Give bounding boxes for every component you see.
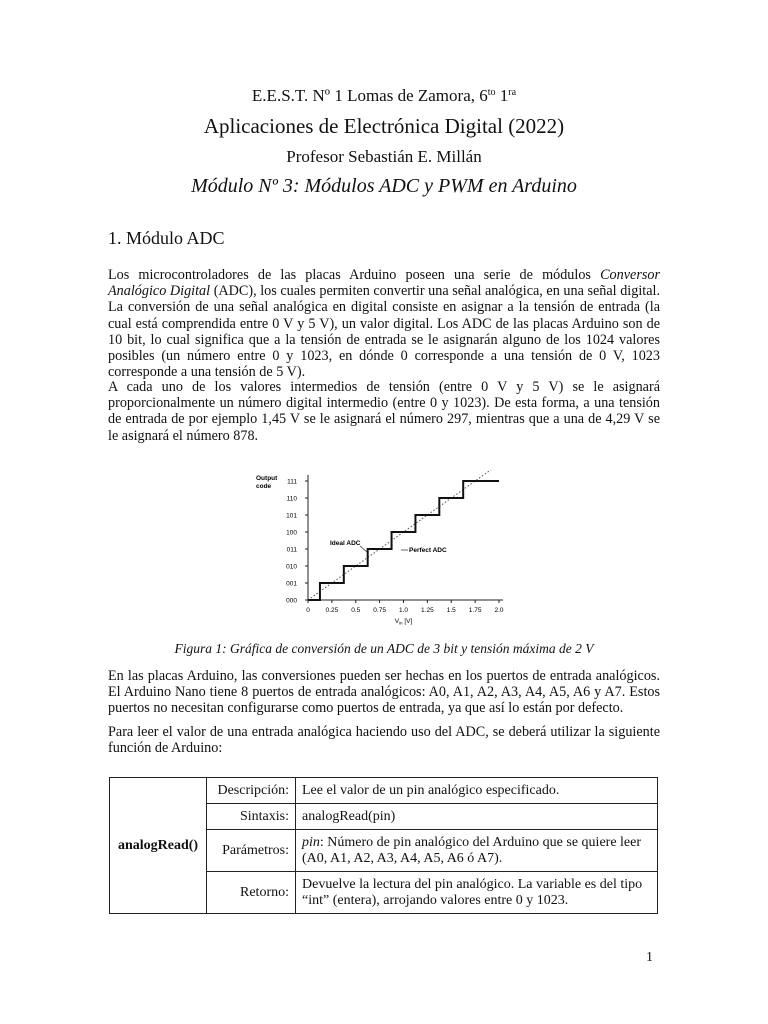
school-name: E.E.S.T. Nº 1 Lomas de Zamora, 6 <box>251 86 488 105</box>
x-tick-label: 1.0 <box>398 607 409 614</box>
row-label: Sintaxis: <box>207 804 296 830</box>
y-tick-label: 011 <box>286 546 297 554</box>
p1-italic-term: Conversor Analógico Digital <box>108 267 660 300</box>
y-axis-label-line2: code <box>256 483 272 490</box>
paragraph-adc-mapping: A cada uno de los valores intermedios de tensión (entre 0 V y 5 V) se le asignará proporcionalmente un número digital intermedio (entre 0 y 1023). De esta forma, a una tensión de entrada de por ejemplo 1,45 V se le asignará el número 297, mientras que a una de 4,29 V se le asignará el número 878. <box>108 379 660 444</box>
function-table <box>109 777 658 914</box>
p1-text-b: (ADC), los cuales permiten convertir una señal analógica, en una señal digital. La conversión de una señal analógica en digital consiste en asignar a la tensión de entrada (la cual está comprendida entre 0 V y 5 V), un valor digital. Los ADC de las placas Arduino son de 10 bit, lo cual significa que a la tensión de entrada se le asignarán alguno de los 1024 valores posibles (un número entre 0 y 1023, en dónde 0 corresponde a una tensión de 0 V, 1023 corresponde a una tensión de 5 V). <box>108 283 660 381</box>
chart-axes <box>308 475 503 600</box>
row-value: Devuelve la lectura del pin analógico. La variable es del tipo “int” (entera), arrojando valores entre 0 y 1023. <box>296 872 658 914</box>
param-desc: : Número de pin analógico del Arduino que se quiere leer (A0, A1, A2, A3, A4, A5, A6 ó A7). <box>302 834 642 866</box>
row-label: Retorno: <box>207 872 296 914</box>
x-axis-label: $V_{in}$ [V] <box>394 618 413 626</box>
annotation-ideal-adc: Ideal ADC <box>330 540 361 547</box>
adc-conversion-chart <box>248 470 518 630</box>
paragraph-arduino-ports: En las placas Arduino, las conversiones pueden ser hechas en los puertos de entrada analógicos. El Arduino Nano tiene 8 puertos de entrada analógicos: A0, A1, A2, A3, A4, A5, A6 y A7. Estos puertos no necesitan configurarse como puertos de entrada, ya que así lo están por defecto. <box>108 668 660 717</box>
professor-name: Profesor Sebastián E. Millán <box>286 147 482 166</box>
row-value <box>296 830 658 872</box>
division-superscript: ra <box>508 87 517 98</box>
figure-caption: Figura 1: Gráfica de conversión de un ADC de 3 bit y tensión máxima de 2 V <box>174 641 594 656</box>
section-heading: 1. Módulo ADC <box>108 228 225 248</box>
x-tick-label: 0.5 <box>351 607 361 614</box>
x-tick-label: 0 <box>306 607 310 614</box>
paragraph-adc-intro <box>108 267 660 380</box>
table-row <box>110 778 658 804</box>
param-name: pin <box>302 834 320 850</box>
chart-labels <box>256 475 447 626</box>
function-name: analogRead() <box>110 778 207 914</box>
ideal-line <box>308 470 499 600</box>
school-header <box>0 86 768 106</box>
division-number: 1 <box>495 86 509 105</box>
row-value: analogRead(pin) <box>296 804 658 830</box>
annotation-perfect-adc: Perfect ADC <box>409 547 447 554</box>
y-tick-label: 111 <box>287 478 297 486</box>
x-tick-label: 0.25 <box>325 607 339 614</box>
module-title: Módulo Nº 3: Módulos ADC y PWM en Arduino <box>191 175 577 197</box>
y-tick-label: 110 <box>286 495 297 503</box>
paragraph-function-intro: Para leer el valor de una entrada analógica haciendo uso del ADC, se deberá utilizar la siguiente función de Arduino: <box>108 724 660 757</box>
page-number: 1 <box>646 950 653 965</box>
row-label: Descripción: <box>207 778 296 804</box>
ideal-adc-line <box>308 470 499 600</box>
chart-tick-labels <box>286 479 504 615</box>
y-tick-label: 000 <box>286 597 297 605</box>
course-title: Aplicaciones de Electrónica Digital (2022) <box>203 114 565 138</box>
p1-text-a: Los microcontroladores de las placas Arduino poseen una serie de módulos <box>108 267 601 283</box>
x-tick-label: 2.0 <box>494 607 504 614</box>
x-tick-label: 0.75 <box>373 607 386 614</box>
x-tick-label: 1.25 <box>421 607 434 614</box>
row-value: Lee el valor de un pin analógico especificado. <box>296 778 658 804</box>
row-label: Parámetros: <box>207 830 296 872</box>
x-tick-label: 1.75 <box>468 607 482 614</box>
y-tick-label: 100 <box>286 529 297 537</box>
y-tick-label: 010 <box>286 563 297 571</box>
x-tick-label: 1.5 <box>446 607 456 614</box>
y-tick-label: 001 <box>286 580 297 588</box>
y-tick-label: 101 <box>286 512 297 520</box>
y-axis-label: Output <box>256 475 278 482</box>
annotation-arrow <box>360 546 367 552</box>
grade-superscript: to <box>487 87 496 98</box>
